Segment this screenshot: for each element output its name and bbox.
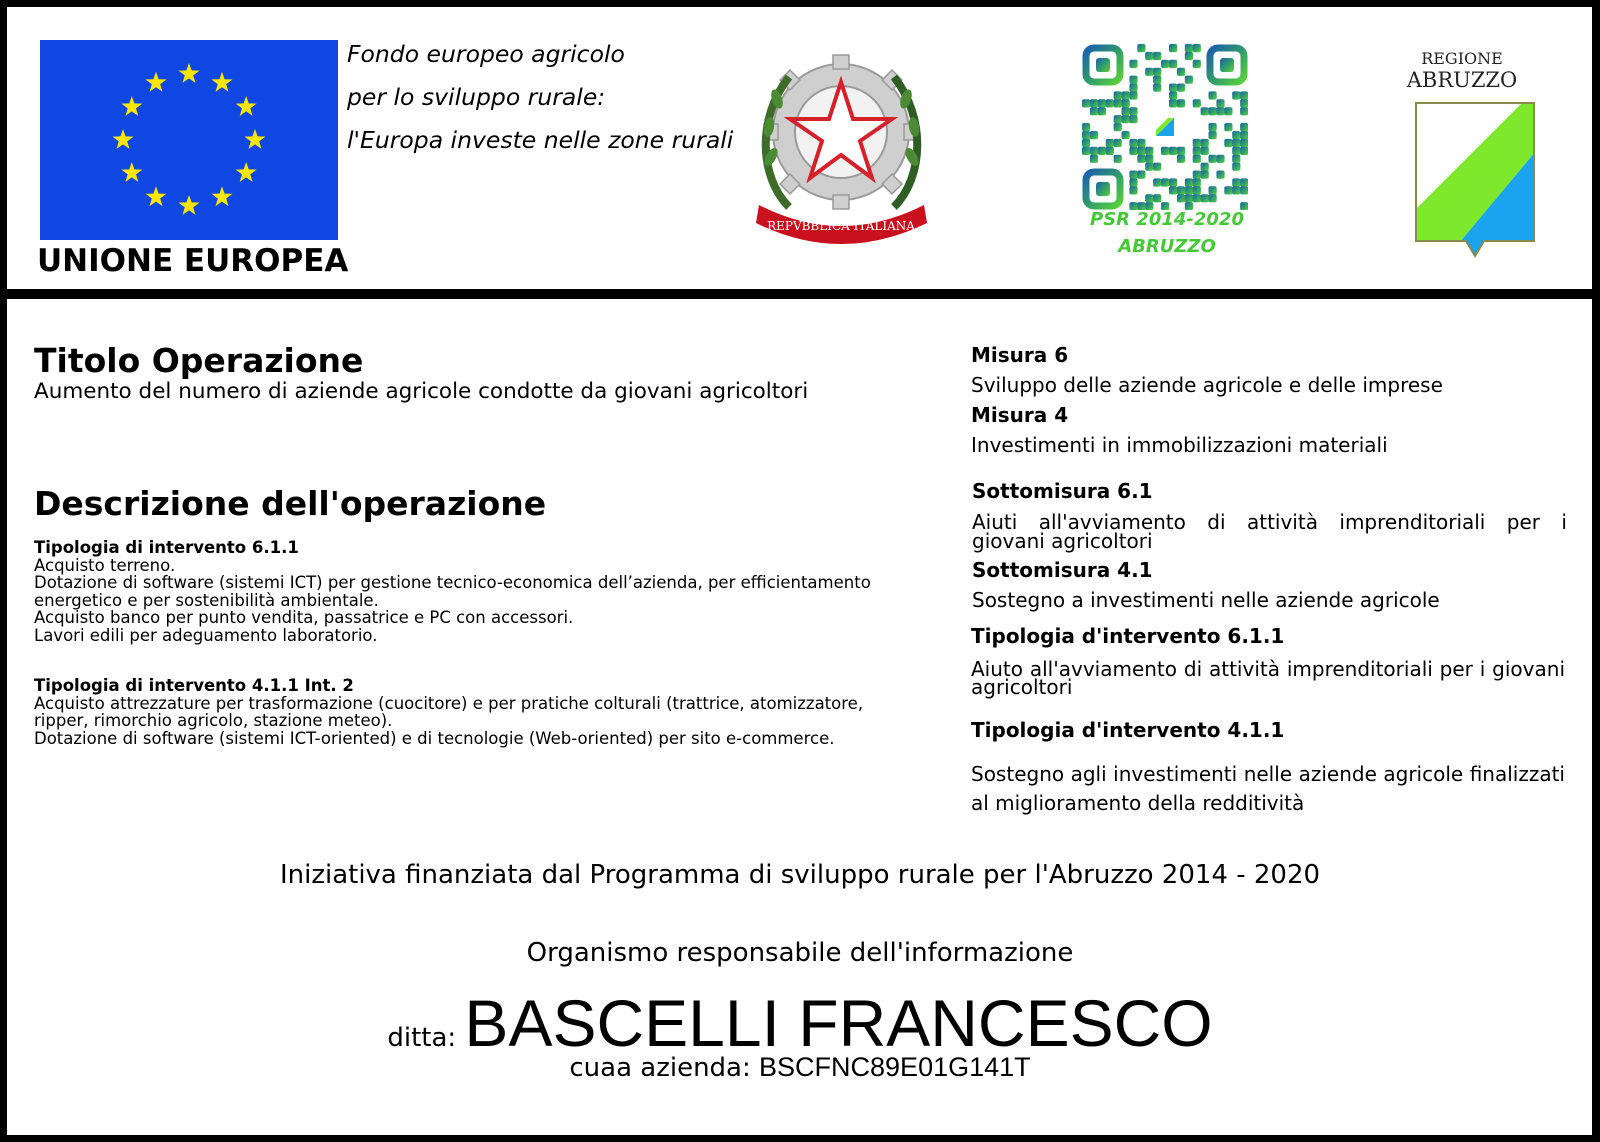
eu-star-icon [212, 72, 233, 92]
fondo-line: per lo sviluppo rurale: [347, 83, 606, 111]
block-title: Tipologia di intervento 4.1.1 Int. 2 [34, 676, 354, 695]
descrizione-heading: Descrizione dell'operazione [34, 484, 547, 523]
tipologia411-line1: Sostegno agli investimenti nelle aziende agricole finalizzati [971, 762, 1565, 786]
organismo-text: Organismo responsabile dell'informazione [526, 938, 1074, 968]
tipologia611-line1: Aiuto all'avviamento di attività imprenditoriali per i giovani [971, 657, 1565, 681]
eu-flag-icon [40, 40, 338, 240]
block-line: Dotazione di software (sistemi ICT) per gestione tecnico-economica dell’azienda, per efficientamento [34, 573, 871, 592]
sottomisura41-title: Sottomisura 4.1 [972, 558, 1153, 582]
ditta-line [0, 985, 1600, 1061]
eu-star-icon [179, 63, 200, 83]
block-line: Acquisto terreno. [34, 555, 176, 575]
eu-star-icon [121, 96, 142, 116]
abruzzo-shield-icon [1414, 101, 1536, 261]
block-title: Tipologia di intervento 6.1.1 [34, 538, 299, 557]
eu-star-icon [236, 162, 257, 182]
block-line: energetico e per sostenibilità ambientale. [34, 590, 379, 610]
block-line: Dotazione di software (sistemi ICT-oriented) e di tecnologie (Web-oriented) per sito e-commerce. [34, 728, 835, 748]
regione-line: REGIONE [1421, 49, 1503, 68]
italian-emblem-icon [749, 37, 934, 247]
header-panel [7, 7, 1592, 289]
fondo-line: l'Europa investe nelle zone rurali [347, 126, 734, 154]
tipologia611-line2: agricoltori [971, 675, 1073, 699]
fondo-text [347, 33, 733, 162]
regione-line: ABRUZZO [1406, 68, 1518, 92]
tipologia611-title: Tipologia d'intervento 6.1.1 [971, 624, 1285, 648]
psr-line: ABRUZZO [1118, 236, 1216, 257]
misura4-text: Investimenti in immobilizzazioni materiali [971, 433, 1388, 457]
eu-star-icon [113, 129, 134, 149]
tipologia411-line2: al miglioramento della redditività [971, 791, 1305, 815]
regione-label [1402, 50, 1522, 92]
qr-code-icon [1082, 44, 1248, 210]
titolo-text: Aumento del numero di aziende agricole condotte da giovani agricoltori [34, 379, 809, 404]
intervento-block-611 [34, 539, 871, 644]
sottomisura61-line1: Aiuti all'avviamento di attività imprenditoriali per i [972, 510, 1567, 534]
misura6-title: Misura 6 [971, 343, 1069, 367]
eu-label: UNIONE EUROPEA [37, 243, 349, 279]
sottomisura41-text: Sostegno a investimenti nelle aziende agricole [972, 588, 1440, 612]
titolo-heading: Titolo Operazione [34, 341, 364, 380]
misura4-title: Misura 4 [971, 403, 1069, 427]
eu-star-icon [212, 186, 233, 206]
block-line: Acquisto banco per punto vendita, passatrice e PC con accessori. [34, 608, 574, 627]
intervento-block-411 [34, 677, 863, 747]
block-line: Lavori edili per adeguamento laboratorio. [34, 625, 378, 645]
sottomisura61-line2: giovani agricoltori [972, 529, 1153, 553]
eu-star-icon [179, 195, 200, 215]
eu-star-icon [245, 129, 266, 149]
emblem-ribbon-text: REPVBBLICA ITALIANA [767, 219, 915, 233]
tipologia411-title: Tipologia d'intervento 4.1.1 [971, 718, 1285, 742]
eu-star-icon [121, 162, 142, 182]
ditta-prefix: ditta: [387, 1023, 465, 1053]
iniziativa-text: Iniziativa finanziata dal Programma di sviluppo rurale per l'Abruzzo 2014 - 2020 [279, 860, 1321, 890]
misura6-text: Sviluppo delle aziende agricole e delle imprese [971, 373, 1443, 397]
ditta-name: BASCELLI FRANCESCO [464, 986, 1213, 1060]
block-line: Acquisto attrezzature per trasformazione (cuocitore) e per pratiche colturali (trattrice, atomizzatore, [34, 693, 864, 713]
cuaa-code: BSCFNC89E01G141T [759, 1052, 1031, 1082]
psr-label [1047, 206, 1287, 260]
sottomisura61-title: Sottomisura 6.1 [972, 479, 1153, 503]
psr-line: PSR 2014-2020 [1090, 209, 1244, 230]
block-line: ripper, rimorchio agricolo, stazione meteo). [34, 711, 393, 730]
fondo-line: Fondo europeo agricolo [347, 40, 625, 68]
cuaa-line [0, 1052, 1600, 1083]
eu-star-icon [236, 96, 257, 116]
eu-star-icon [146, 72, 167, 92]
cuaa-prefix: cuaa azienda: [569, 1053, 760, 1083]
eu-star-icon [146, 186, 167, 206]
